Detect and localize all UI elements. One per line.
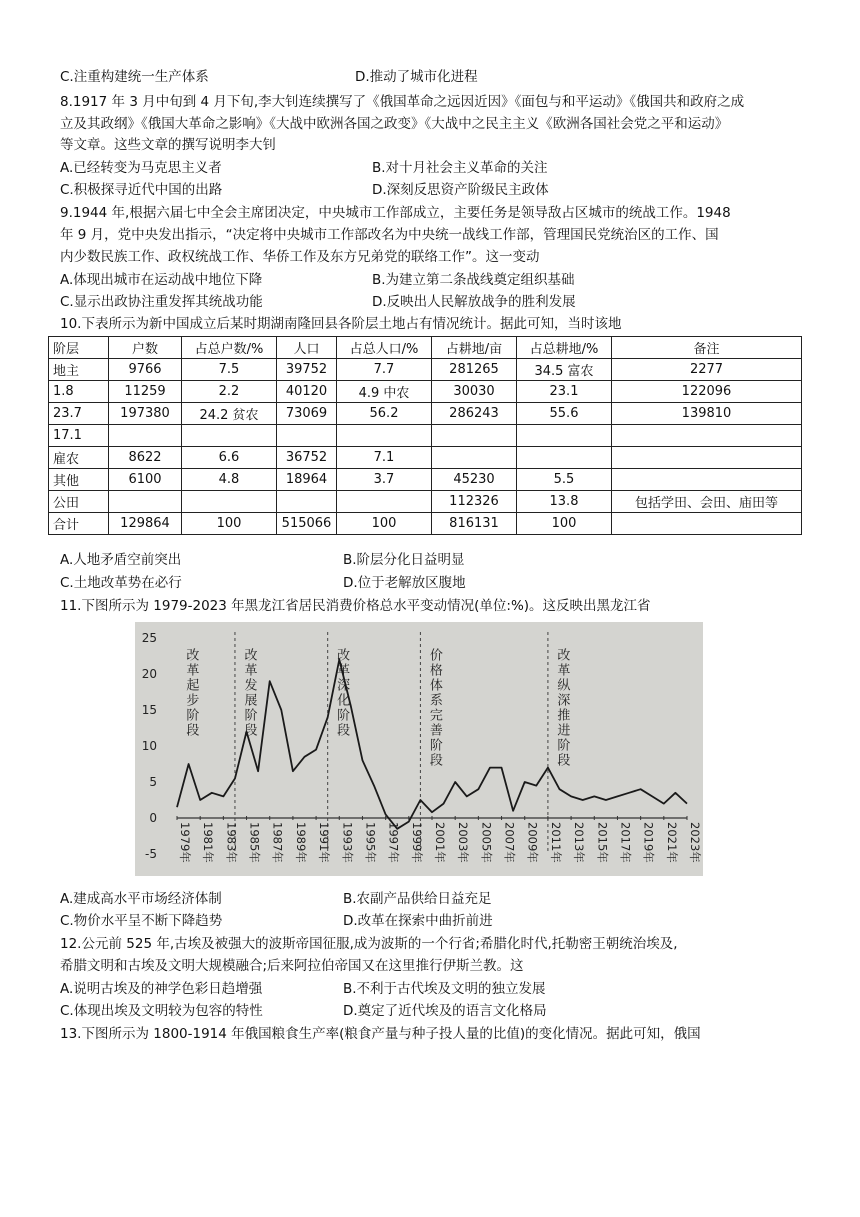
table-cell — [182, 491, 277, 513]
q9-stem-line3: 内少数民族工作、政权统战工作、华侨工作及东方兄弟党的联络工作”。这一变动 — [60, 249, 540, 265]
q7-option-d: D.推动了城市化进程 — [355, 69, 478, 85]
table-cell — [432, 447, 517, 469]
table-cell: 30030 — [432, 381, 517, 403]
table-cell: 129864 — [109, 513, 182, 535]
table-cell: 3.7 — [337, 469, 432, 491]
table-cell: 100 — [182, 513, 277, 535]
table-cell: 100 — [517, 513, 612, 535]
table-row — [49, 469, 802, 491]
table-cell: 9766 — [109, 359, 182, 381]
q8-option-a: A.已经转变为马克思主义者 — [60, 160, 222, 176]
table-cell: 其他 — [49, 469, 109, 491]
x-tick-label: 1991年 — [317, 822, 332, 863]
x-tick-label: 1979年 — [178, 822, 192, 863]
table-cell: 197380 — [109, 403, 182, 425]
table-row — [49, 381, 802, 403]
x-tick-label: 1983年 — [224, 822, 239, 863]
table-cell: 4.8 — [182, 469, 277, 491]
table-cell: 6.6 — [182, 447, 277, 469]
table-cell: 2277 — [612, 359, 802, 381]
q8-option-d: D.深刻反思资产阶级民主政体 — [372, 182, 549, 198]
table-cell — [337, 491, 432, 513]
table-cell — [612, 425, 802, 447]
table-cell: 13.8 — [517, 491, 612, 513]
table-cell: 286243 — [432, 403, 517, 425]
table-row — [49, 491, 802, 513]
q10-option-c: C.土地改革势在必行 — [60, 575, 182, 591]
y-tick-label: 20 — [141, 667, 157, 681]
table-cell: 515066 — [277, 513, 337, 535]
x-tick-label: 1987年 — [270, 822, 285, 863]
q10-option-a: A.人地矛盾空前突出 — [60, 552, 182, 568]
table-cell: 占总户数/% — [182, 337, 277, 359]
table-row — [49, 513, 802, 535]
q12-option-a: A.说明古埃及的神学色彩日趋增强 — [60, 981, 263, 997]
table-cell: 包括学田、会田、庙田等 — [612, 491, 802, 513]
x-tick-label: 2011年 — [548, 822, 563, 863]
table-cell: 4.9 中农 — [337, 381, 432, 403]
x-tick-label: 2001年 — [433, 822, 447, 863]
table-cell: 112326 — [432, 491, 517, 513]
phase-label: 价格体系完善阶段 — [426, 648, 442, 766]
table-cell: 39752 — [277, 359, 337, 381]
q9-option-a: A.体现出城市在运动战中地位下降 — [60, 272, 263, 288]
table-cell: 281265 — [432, 359, 517, 381]
x-tick-label: 2003年 — [456, 822, 471, 863]
table-cell: 56.2 — [337, 403, 432, 425]
q8-stem-line1: 8.1917 年 3 月中旬到 4 月下旬,李大钊连续撰写了《俄国革命之远因近因》《面包与和平运动》《俄国共和政府之成 — [60, 94, 745, 110]
phase-label: 改革深化阶段 — [334, 648, 350, 736]
table-cell: 11259 — [109, 381, 182, 403]
table-cell: 2.2 — [182, 381, 277, 403]
table-cell: 100 — [337, 513, 432, 535]
table-cell: 雇农 — [49, 447, 109, 469]
table-cell: 7.5 — [182, 359, 277, 381]
table-cell: 户数 — [109, 337, 182, 359]
q10-option-b: B.阶层分化日益明显 — [343, 552, 465, 568]
table-cell: 24.2 贫农 — [182, 403, 277, 425]
table-header-row — [49, 337, 802, 359]
x-tick-label: 2019年 — [641, 822, 656, 863]
q9-stem-line2: 年 9 月，党中央发出指示，“决定将中央城市工作部改名为中央统一战线工作部，管理国民党统治区的工作、国 — [60, 227, 719, 243]
x-tick-label: 2023年 — [688, 822, 702, 863]
q9-option-c: C.显示出政协注重发挥其统战功能 — [60, 294, 263, 310]
table-cell — [612, 469, 802, 491]
table-cell — [337, 425, 432, 447]
table-cell: 40120 — [277, 381, 337, 403]
q8-option-b: B.对十月社会主义革命的关注 — [372, 160, 548, 176]
table-cell — [109, 491, 182, 513]
table-cell — [517, 447, 612, 469]
q9-stem-line1: 9.1944 年,根据六届七中全会主席团决定，中央城市工作部成立，主要任务是领导敌占区城市的统战工作。1948 — [60, 205, 731, 221]
x-tick-label: 1997年 — [386, 822, 401, 863]
x-tick-label: 1989年 — [293, 822, 308, 863]
table-cell: 公田 — [49, 491, 109, 513]
x-tick-label: 1981年 — [201, 822, 216, 863]
table-cell — [612, 513, 802, 535]
x-tick-label: 2015年 — [595, 822, 610, 863]
y-tick-label: 5 — [149, 775, 157, 789]
table-cell: 占耕地/亩 — [432, 337, 517, 359]
q12-stem-line2: 希腊文明和古埃及文明大规模融合;后来阿拉伯帝国又在这里推行伊斯兰教。这 — [60, 958, 524, 974]
table-cell — [517, 425, 612, 447]
q9-option-b: B.为建立第二条战线奠定组织基础 — [372, 272, 575, 288]
x-tick-label: 1993年 — [340, 822, 355, 863]
q8-stem-line3: 等文章。这些文章的撰写说明李大钊 — [60, 137, 276, 153]
q7-option-c: C.注重构建统一生产体系 — [60, 69, 209, 85]
q10-option-d: D.位于老解放区腹地 — [343, 575, 466, 591]
table-cell: 45230 — [432, 469, 517, 491]
table-row — [49, 359, 802, 381]
table-cell — [277, 491, 337, 513]
table-cell: 合计 — [49, 513, 109, 535]
table-cell: 地主 — [49, 359, 109, 381]
table-cell: 23.1 — [517, 381, 612, 403]
table-cell: 122096 — [612, 381, 802, 403]
q12-option-d: D.奠定了近代埃及的语言文化格局 — [343, 1003, 547, 1019]
table-cell: 6100 — [109, 469, 182, 491]
x-tick-label: 2013年 — [572, 822, 587, 863]
phase-label: 改革发展阶段 — [241, 648, 257, 736]
cpi-chart-svg — [135, 622, 703, 876]
y-tick-label: 0 — [149, 811, 157, 825]
q11-option-c: C.物价水平呈不断下降趋势 — [60, 913, 223, 929]
table-cell: 73069 — [277, 403, 337, 425]
table-cell: 36752 — [277, 447, 337, 469]
table-row — [49, 447, 802, 469]
table-cell: 34.5 富农 — [517, 359, 612, 381]
phase-label: 改革起步阶段 — [183, 648, 199, 736]
q11-stem: 11.下图所示为 1979-2023 年黑龙江省居民消费价格总水平变动情况(单位:%)。这反映出黑龙江省 — [60, 598, 651, 614]
table-cell — [182, 425, 277, 447]
table-cell: 816131 — [432, 513, 517, 535]
table-cell — [612, 447, 802, 469]
table-cell — [109, 425, 182, 447]
x-tick-label: 1999年 — [409, 822, 424, 863]
table-cell: 7.7 — [337, 359, 432, 381]
table-cell: 人口 — [277, 337, 337, 359]
q12-option-c: C.体现出埃及文明较为包容的特性 — [60, 1003, 263, 1019]
x-tick-label: 2007年 — [502, 822, 517, 863]
table-cell: 139810 — [612, 403, 802, 425]
land-ownership-table — [48, 336, 802, 535]
table-cell: 占总耕地/% — [517, 337, 612, 359]
x-tick-label: 2005年 — [479, 822, 494, 863]
table-cell: 1.8 — [49, 381, 109, 403]
x-tick-label: 2009年 — [525, 822, 540, 863]
table-row — [49, 403, 802, 425]
x-tick-label: 2021年 — [664, 822, 679, 863]
y-tick-label: 25 — [141, 631, 157, 645]
table-cell: 23.7 — [49, 403, 109, 425]
table-cell — [432, 425, 517, 447]
q11-option-a: A.建成高水平市场经济体制 — [60, 891, 222, 907]
cpi-line-chart — [135, 622, 703, 876]
table-cell: 阶层 — [49, 337, 109, 359]
q10-stem: 10.下表所示为新中国成立后某时期湖南隆回县各阶层土地占有情况统计。据此可知，当时该地 — [60, 316, 622, 332]
table-cell: 17.1 — [49, 425, 109, 447]
q13-stem: 13.下图所示为 1800-1914 年俄国粮食生产率(粮食产量与种子投人量的比值)的变化情况。据此可知，俄国 — [60, 1026, 701, 1042]
q12-option-b: B.不利于古代埃及文明的独立发展 — [343, 981, 546, 997]
q11-option-d: D.改革在探索中曲折前进 — [343, 913, 493, 929]
q11-option-b: B.农副产品供给日益充足 — [343, 891, 492, 907]
x-tick-label: 1985年 — [247, 822, 262, 863]
table-cell: 55.6 — [517, 403, 612, 425]
y-tick-label: 15 — [141, 703, 157, 717]
table-cell: 7.1 — [337, 447, 432, 469]
table-cell — [277, 425, 337, 447]
table-cell: 18964 — [277, 469, 337, 491]
table-cell: 5.5 — [517, 469, 612, 491]
y-tick-label: -5 — [145, 847, 157, 861]
x-tick-label: 1995年 — [363, 822, 378, 863]
phase-label: 改革纵深推进阶段 — [554, 648, 570, 766]
y-tick-label: 10 — [141, 739, 157, 753]
table-row — [49, 425, 802, 447]
x-tick-label: 2017年 — [618, 822, 633, 863]
q8-option-c: C.积极探寻近代中国的出路 — [60, 182, 223, 198]
table-cell: 备注 — [612, 337, 802, 359]
q8-stem-line2: 立及其政纲》《俄国大革命之影响》《大战中欧洲各国之政变》《大战中之民主主义《欧洲各国社会党之平和运动》 — [60, 116, 729, 132]
q12-stem-line1: 12.公元前 525 年,古埃及被强大的波斯帝国征服,成为波斯的一个行省;希腊化时代,托勒密王朝统治埃及, — [60, 936, 678, 952]
table-cell: 8622 — [109, 447, 182, 469]
q9-option-d: D.反映出人民解放战争的胜利发展 — [372, 294, 576, 310]
table-cell: 占总人口/% — [337, 337, 432, 359]
